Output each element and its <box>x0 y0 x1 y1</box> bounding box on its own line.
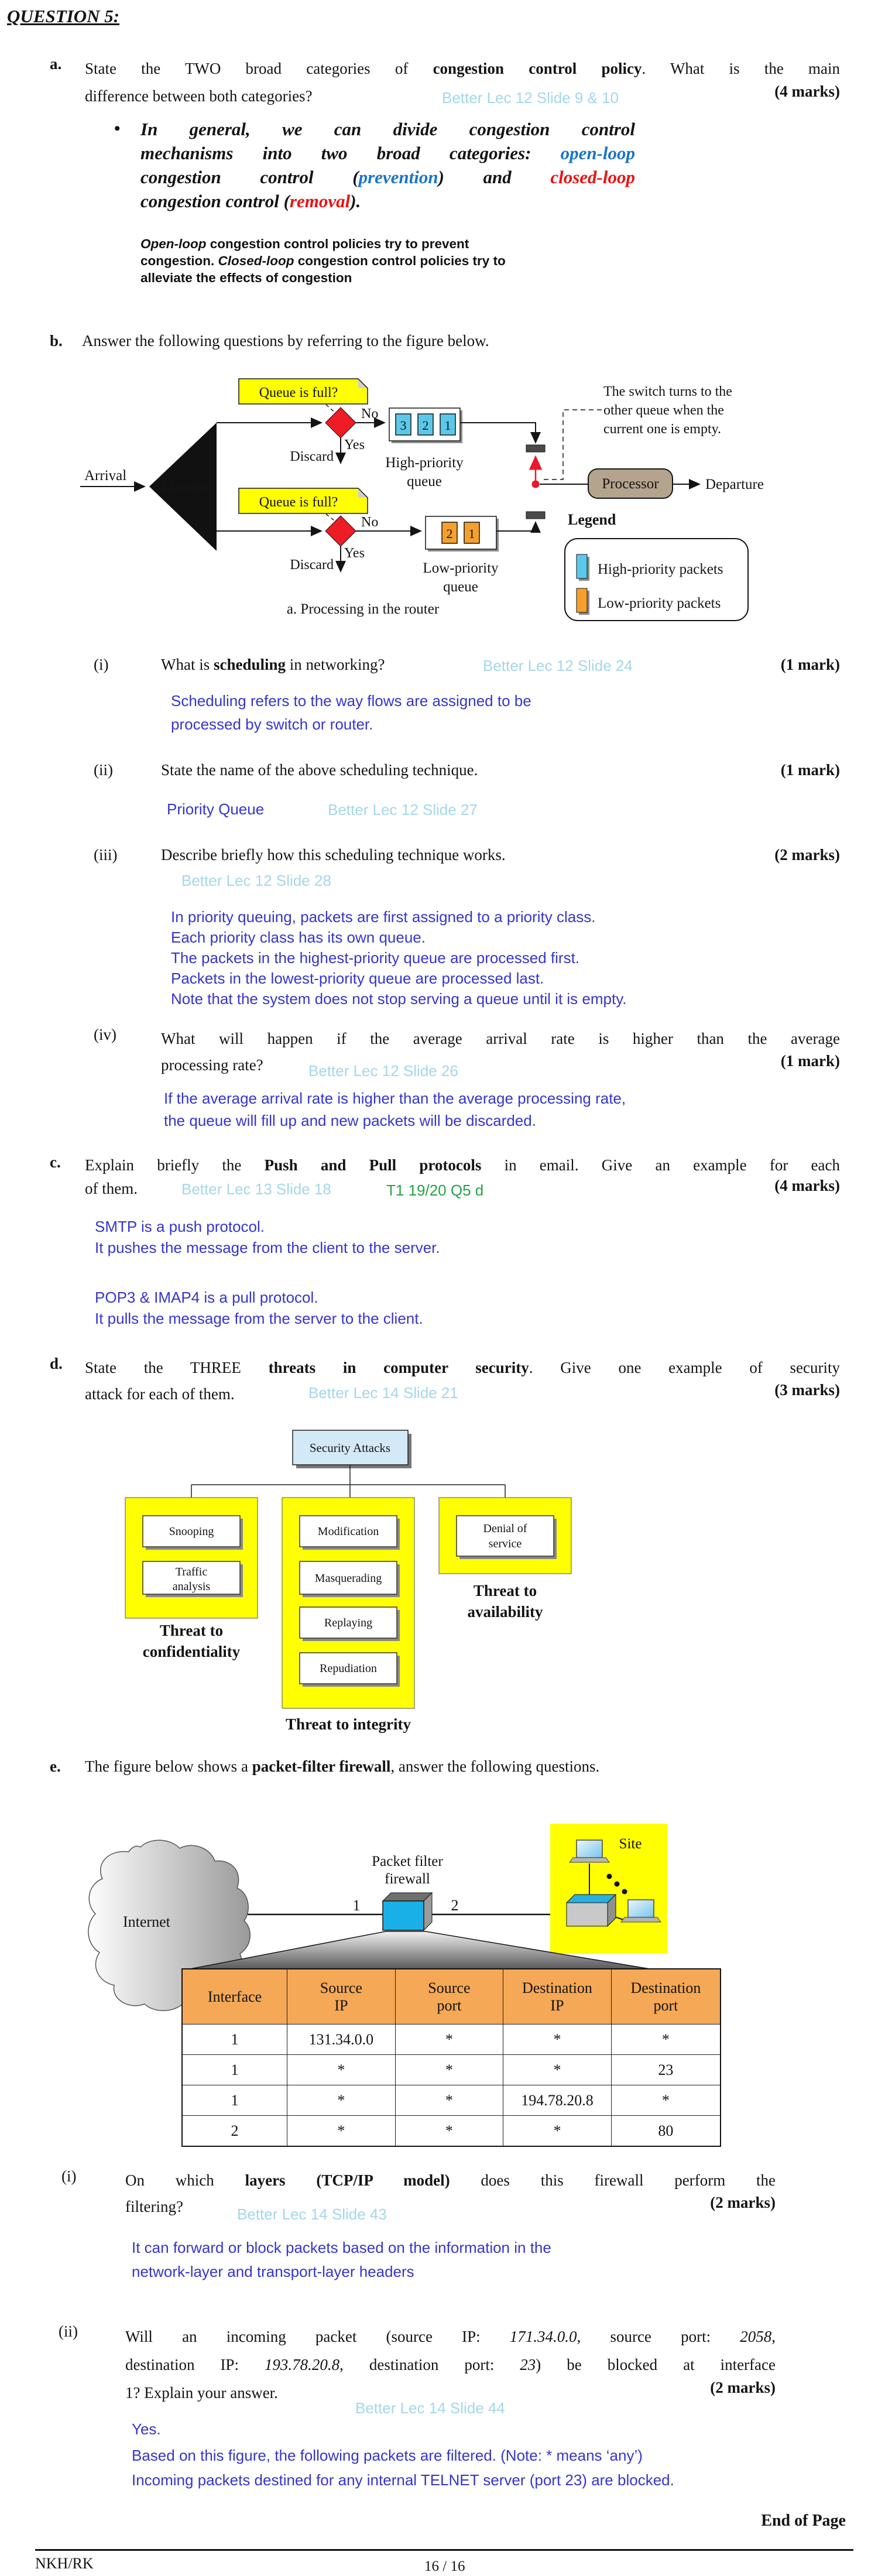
eii-seg4: 2058 <box>740 2328 772 2345</box>
answer-eii-line2: Based on this figure, the following packets are filtered. (Note: * means ‘any’) <box>132 2447 643 2464</box>
no-label-top: No <box>361 406 379 422</box>
answer-bi-line1: Scheduling refers to the way flows are assigned to be <box>171 692 531 710</box>
firewall-label-2: firewall <box>385 1871 430 1887</box>
annotation-bi: Better Lec 12 Slide 24 <box>483 657 633 674</box>
switch-note-line2: other queue when the <box>603 403 724 418</box>
switch-contact-bottom <box>526 512 545 519</box>
bullet-l3-seg3: ) and <box>438 167 551 187</box>
bi-seg2: scheduling <box>213 656 286 673</box>
cell: * <box>395 2055 503 2085</box>
replaying-label: Replaying <box>324 1616 373 1629</box>
hp-queue-label1: High-priority <box>385 455 464 471</box>
biv-marks: (1 mark) <box>780 1052 840 1070</box>
ei-line1 <box>125 2167 776 2194</box>
annotation-c-1: Better Lec 13 Slide 18 <box>181 1180 331 1198</box>
answer-biii-line2: Each priority class has its own queue. <box>171 929 426 946</box>
footer-initials: NKH/RK <box>35 2555 94 2572</box>
note-l2-seg2: Closed-loop <box>218 254 294 268</box>
ei-marks: (2 marks) <box>710 2194 776 2211</box>
answer-biii-line4: Packets in the lowest-priority queue are processed last. <box>171 970 544 987</box>
annotation-biii: Better Lec 12 Slide 28 <box>181 872 331 889</box>
lp-queue-box <box>426 516 496 549</box>
cell: 1 <box>182 2055 287 2085</box>
switch-pivot-dot <box>532 481 540 488</box>
switch-note-line1: The switch turns to the <box>603 384 732 399</box>
question-d-text <box>85 1355 840 1407</box>
eii-seg2: 171.34.0.0 <box>509 2328 577 2345</box>
hp-packet-1-label: 1 <box>444 418 451 433</box>
cell: * <box>395 2085 503 2116</box>
note-top-label: Queue is full? <box>259 385 338 400</box>
router-figure <box>73 368 822 628</box>
c-seg3: in email. Give an example for each <box>481 1156 840 1174</box>
cell: * <box>503 2116 612 2147</box>
hp-packet-3-label: 3 <box>400 418 407 433</box>
legend-hp-swatch <box>577 554 587 578</box>
security-attacks-label: Security Attacks <box>309 1441 391 1455</box>
col-dest-ip: Destination IP <box>503 1969 612 2025</box>
cell: 131.34.0.0 <box>287 2025 396 2055</box>
decision-diamond-bottom <box>325 516 356 546</box>
e-seg3: , answer the following questions. <box>390 1758 600 1775</box>
answer-c-line2: It pushes the message from the client to the server. <box>95 1239 440 1256</box>
ei-seg3: does this firewall perform the <box>450 2171 776 2189</box>
answer-eii-line1: Yes. <box>132 2420 161 2438</box>
note-l2-seg1: congestion. <box>140 254 218 268</box>
eii-seg10: ) be blocked at interface <box>536 2356 776 2373</box>
biii-marks: (2 marks) <box>774 846 840 864</box>
question-a-seg3: . What is the main <box>642 60 840 77</box>
departure-label: Departure <box>705 477 764 492</box>
biv-line1: What will happen if the average arrival rate is higher than the average <box>161 1030 840 1047</box>
bi-marks: (1 mark) <box>780 656 840 673</box>
ei-line2: filtering? <box>125 2198 183 2215</box>
answer-biii-line5: Note that the system does not stop serving a queue until it is empty. <box>171 990 627 1008</box>
dot-3 <box>622 1889 627 1895</box>
yes-label-top: Yes <box>344 437 365 453</box>
page-title: QUESTION 5: <box>7 6 120 26</box>
sticky-note-top <box>239 379 368 404</box>
answer-eii-line3: Incoming packets destined for any internal TELNET server (port 23) are blocked. <box>132 2471 674 2489</box>
cell: 2 <box>182 2116 287 2147</box>
eii-seg6: destination IP: <box>125 2356 265 2373</box>
cell: * <box>611 2085 721 2116</box>
question-biv-number: (iv) <box>94 1026 116 1043</box>
col-dest-port: Destination port <box>611 1969 721 2025</box>
eii-seg8: , destination port: <box>339 2356 520 2373</box>
traffic-label-2: analysis <box>172 1580 211 1593</box>
answer-ei-line1: It can forward or block packets based on the information in the <box>132 2239 551 2256</box>
arrival-label: Arrival <box>84 468 127 484</box>
question-b-number: b. <box>50 332 63 350</box>
answer-biv-line1: If the average arrival rate is higher than the average processing rate, <box>164 1090 626 1107</box>
question-eii-number: (ii) <box>59 2322 78 2340</box>
annotation-biv: Better Lec 12 Slide 26 <box>308 1062 458 1080</box>
footer-rule <box>35 2549 853 2551</box>
switch-note-line3: current one is empty. <box>603 422 722 437</box>
table-row <box>182 2116 721 2147</box>
switch-note-connector <box>543 410 602 479</box>
question-eii-text <box>125 2322 776 2407</box>
col-source-port: Source port <box>395 1969 503 2025</box>
discard-label-bottom: Discard <box>290 557 334 573</box>
bullet-l2-seg1: mechanisms into two broad categories: <box>140 143 561 163</box>
answer-c-line4: It pulls the message from the server to the client. <box>95 1310 423 1327</box>
c-seg2: Push and Pull protocols <box>264 1156 482 1174</box>
cell: * <box>395 2116 503 2147</box>
question-bi-number: (i) <box>94 656 109 673</box>
cell: * <box>503 2055 612 2085</box>
bullet-l3-seg1: congestion control ( <box>140 167 359 187</box>
discard-label-top: Discard <box>290 449 334 464</box>
cell: * <box>611 2025 721 2055</box>
cell: * <box>287 2116 396 2147</box>
question-c-number: c. <box>50 1153 61 1171</box>
answer-biii-line1: In priority queuing, packets are first assigned to a priority class. <box>171 908 596 926</box>
legend-lp-label: Low-priority packets <box>598 595 721 611</box>
question-a-marks: (4 marks) <box>774 83 840 100</box>
cell: 1 <box>182 2085 287 2116</box>
site-label: Site <box>619 1836 642 1852</box>
dos-label-2: service <box>488 1537 522 1550</box>
cell: 23 <box>611 2055 721 2085</box>
firewall-label-1: Packet filter <box>372 1854 443 1869</box>
note-bottom-label: Queue is full? <box>259 495 338 510</box>
answer-bii: Priority Queue <box>167 800 265 818</box>
note-line1 <box>140 235 609 252</box>
repudiation-label: Repudiation <box>320 1662 377 1675</box>
bullet-line2 <box>140 141 635 165</box>
bullet-line3 <box>140 165 635 189</box>
legend-hp-label: High-priority packets <box>598 561 723 577</box>
answer-a-bullet <box>140 117 635 213</box>
question-b-text: Answer the following questions by referring to the figure below. <box>82 332 489 350</box>
dot-2 <box>615 1882 620 1887</box>
availability-label-1: Threat to <box>473 1582 537 1599</box>
bullet-line1: In general, we can divide congestion control <box>140 119 635 139</box>
d-seg3: . Give one example of security <box>529 1359 840 1376</box>
interface-2-label: 2 <box>451 1897 459 1914</box>
bi-seg3: in networking? <box>286 656 385 673</box>
question-biii-number: (iii) <box>94 846 118 864</box>
legend-title: Legend <box>568 511 616 528</box>
note-l1-seg2: congestion control policies try to prevent <box>206 237 469 251</box>
cell: * <box>287 2055 396 2085</box>
question-ei-number: (i) <box>61 2167 77 2185</box>
bii-marks: (1 mark) <box>780 761 840 779</box>
question-a-line2: difference between both categories? <box>85 87 313 105</box>
c-marks: (4 marks) <box>774 1177 840 1194</box>
question-bi-text <box>161 656 385 674</box>
lp-queue-label2: queue <box>443 579 478 595</box>
traffic-label-1: Traffic <box>175 1566 208 1578</box>
bullet-dot: • <box>114 119 121 138</box>
note-line2 <box>140 252 609 269</box>
availability-label-2: availability <box>467 1603 543 1621</box>
cell: 80 <box>611 2116 721 2147</box>
confidentiality-label-2: confidentiality <box>142 1643 241 1660</box>
legend-lp-swatch <box>577 588 587 612</box>
classifier-label: Classifier <box>162 481 210 494</box>
decision-diamond-top <box>325 407 356 438</box>
note-l2-seg3: congestion control policies try to <box>294 254 506 268</box>
site-area <box>550 1824 667 1954</box>
end-of-page: End of Page <box>761 2512 846 2530</box>
eii-line1 <box>125 2322 776 2351</box>
lp-queue-label1: Low-priority <box>423 560 499 576</box>
firewall-box-front <box>383 1901 424 1930</box>
bullet-l4-seg3: ). <box>350 191 361 211</box>
snooping-label: Snooping <box>169 1525 214 1538</box>
eii-seg3: , source port: <box>577 2328 740 2345</box>
bullet-line4 <box>140 189 635 213</box>
answer-ei-line2: network-layer and transport-layer headers <box>132 2263 414 2280</box>
confidentiality-label-1: Threat to <box>159 1622 224 1639</box>
question-a-seg1: State the TWO broad categories of <box>85 60 433 77</box>
bi-seg1: What is <box>161 656 214 673</box>
note-line3: alleviate the effects of congestion <box>140 270 352 285</box>
biv-line2: processing rate? <box>161 1056 263 1074</box>
c-line2: of them. <box>85 1180 138 1197</box>
annotation-bii: Better Lec 12 Slide 27 <box>328 801 478 818</box>
eii-seg9: 23 <box>520 2356 536 2373</box>
table-header-row <box>182 1969 721 2025</box>
processor-label: Processor <box>602 476 659 492</box>
c-seg1: Explain briefly the <box>85 1156 265 1174</box>
bullet-l4-seg1: congestion control ( <box>140 191 290 211</box>
question-a-number: a. <box>50 55 62 73</box>
answer-c-line1: SMTP is a push protocol. <box>95 1218 265 1235</box>
c-line1 <box>85 1153 840 1177</box>
cell: * <box>503 2025 612 2055</box>
question-a-line1 <box>85 55 840 83</box>
table-row <box>182 2085 721 2116</box>
col-source-ip: Source IP <box>287 1969 396 2025</box>
sticky-note-bottom <box>239 488 368 513</box>
col-interface: Interface <box>182 1969 287 2025</box>
ei-seg2: layers (TCP/IP model) <box>245 2171 450 2189</box>
hp-queue-label2: queue <box>407 474 442 489</box>
router-figure-caption: a. Processing in the router <box>286 601 440 617</box>
firewall-rules-table <box>181 1968 721 2147</box>
cell: * <box>287 2085 396 2116</box>
no-label-bottom: No <box>361 515 379 530</box>
hp-packet-2-label: 2 <box>422 418 429 433</box>
footer-page-number: 16 / 16 <box>424 2558 465 2574</box>
answer-biii-line3: The packets in the highest-priority queue are processed first. <box>171 949 580 967</box>
question-e-text <box>85 1758 599 1776</box>
bullet-l4-seg2: removal <box>289 191 351 211</box>
question-d-number: d. <box>50 1355 63 1372</box>
yes-label-bottom: Yes <box>344 546 365 561</box>
switch-contact-top <box>526 445 545 452</box>
dos-label-1: Denial of <box>483 1522 527 1535</box>
masquerading-label: Masquerading <box>314 1572 382 1585</box>
answer-biii <box>171 907 627 1009</box>
e-seg2: packet-filter firewall <box>252 1758 391 1775</box>
eii-seg5: , <box>771 2328 776 2345</box>
internet-label: Internet <box>123 1913 170 1930</box>
annotation-d: Better Lec 14 Slide 21 <box>308 1384 458 1402</box>
question-bii-text: State the name of the above scheduling technique. <box>161 761 478 779</box>
answer-bi-line2: processed by switch or router. <box>171 715 373 733</box>
question-e-number: e. <box>50 1758 61 1775</box>
annotation-ei: Better Lec 14 Slide 43 <box>237 2205 387 2223</box>
d-line2: attack for each of them. <box>85 1385 235 1403</box>
question-ei-text <box>125 2167 776 2220</box>
interface-1-label: 1 <box>352 1897 361 1914</box>
ei-seg1: On which <box>125 2171 245 2189</box>
eii-marks: (2 marks) <box>710 2379 776 2396</box>
bullet-l2-seg2: open-loop <box>560 143 635 163</box>
lp-packet-2-label: 2 <box>446 526 453 541</box>
eii-seg7: 193.78.20.8 <box>264 2356 340 2373</box>
e-seg1: The figure below shows a <box>85 1758 252 1775</box>
d-seg2: threats in computer security <box>268 1359 529 1376</box>
hp-to-switch-line <box>460 423 536 443</box>
table-row <box>182 2055 721 2085</box>
annotation-a: Better Lec 12 Slide 9 & 10 <box>442 89 619 107</box>
cell: * <box>395 2025 503 2055</box>
table-row <box>182 2025 721 2055</box>
d-seg1: State the THREE <box>85 1359 269 1376</box>
answer-a-note <box>140 235 609 286</box>
eii-line2 <box>125 2351 776 2379</box>
hub-front <box>567 1903 608 1926</box>
bullet-l3-seg2: prevention <box>358 167 438 187</box>
cell: 194.78.20.8 <box>503 2085 612 2116</box>
question-biv-text <box>161 1026 840 1078</box>
eii-line3: 1? Explain your answer. <box>125 2384 278 2402</box>
dot-1 <box>607 1874 612 1879</box>
answer-biv-line2: the queue will fill up and new packets will be discarded. <box>164 1112 536 1129</box>
integrity-label: Threat to integrity <box>286 1715 411 1733</box>
bullet-l3-seg4: closed-loop <box>550 167 635 187</box>
lp-to-switch-line <box>496 522 536 531</box>
annotation-eii: Better Lec 14 Slide 44 <box>355 2399 505 2417</box>
d-marks: (3 marks) <box>774 1381 840 1399</box>
security-attacks-figure <box>105 1423 632 1742</box>
cell: 1 <box>182 2025 287 2055</box>
answer-c-line3: POP3 & IMAP4 is a pull protocol. <box>95 1289 318 1306</box>
eii-seg1: Will an incoming packet (source IP: <box>125 2328 510 2345</box>
annotation-c-2: T1 19/20 Q5 d <box>386 1181 484 1199</box>
question-biii-text: Describe briefly how this scheduling technique works. <box>161 846 506 864</box>
lp-packet-1-label: 1 <box>468 526 475 541</box>
question-bii-number: (ii) <box>94 761 113 779</box>
d-line1 <box>85 1355 840 1381</box>
note-l1-seg1: Open-loop <box>140 237 207 251</box>
question-a-seg2: congestion control policy <box>433 60 642 77</box>
modification-label: Modification <box>317 1525 379 1538</box>
